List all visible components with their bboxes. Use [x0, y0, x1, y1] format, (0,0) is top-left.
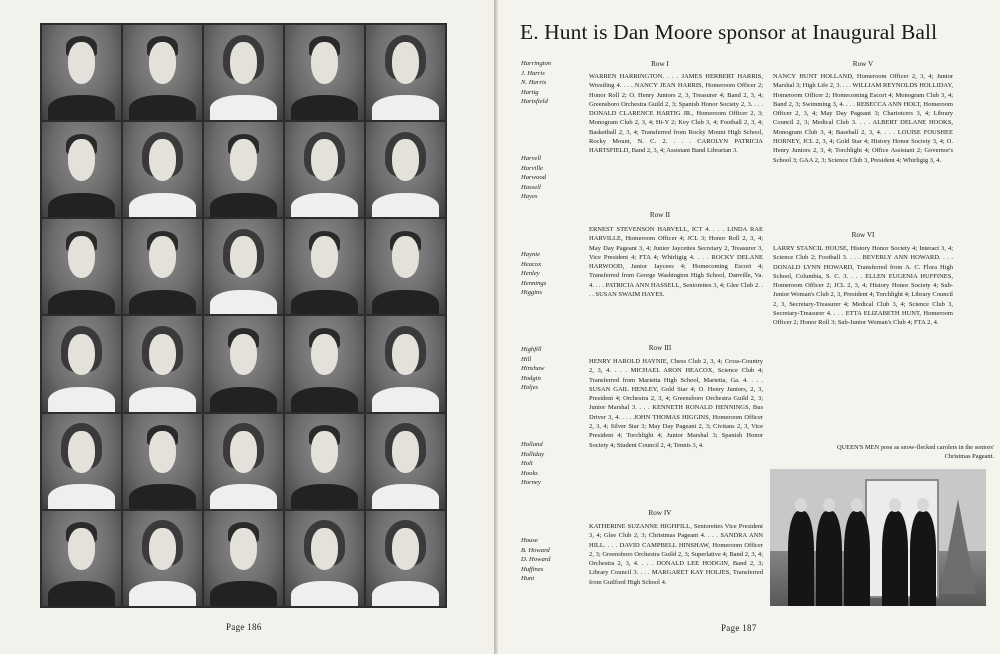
- portrait-huffines: [285, 511, 364, 606]
- row-label: Row I: [651, 60, 669, 68]
- row-label: Row V: [852, 60, 874, 68]
- row-3-biographies: HENRY HAROLD HAYNIE, Chess Club 2, 3, 4; Cross-Country 2, 3, 4. . . . MICHAEL ARON HEACOX, Science Club 4; Transferred from Marietta High School, Marietta, Ga. 4. . . . SUSAN GAIL HENLEY, Gold Star 4; O. Henry Juniors, 2, 3, President 4; Orchestra 2, 3, 4; Greensboro Orchestra Guild 2, 3; Junior Marshal 3. . . . KENNETH RONALD HENNINGS, Bus Driver 3, 4. . . . JOHN THOMAS HIGGINS, Homeroom Officer 2, 3, 4; Silver Star 3; May Day Pageant 2, 3; Civitans 2, 3, Vice President 4; Torchlight 4; Junior Marshal 3; Spanish Honor Society 4; Student Council 2, 4; Tennis 3, 4.: [589, 358, 763, 449]
- portrait-hunt: [366, 511, 445, 606]
- name-label: Hunt: [521, 575, 535, 583]
- portrait-harwood: [204, 122, 283, 217]
- portrait-hayes: [366, 122, 445, 217]
- name-label: Harville: [521, 164, 543, 172]
- portrait-heacox: [123, 219, 202, 314]
- name-label: House: [521, 537, 538, 544]
- left-yearbook-page: [0, 0, 494, 654]
- portrait-holt: [204, 414, 283, 509]
- name-label: Higgins: [521, 289, 542, 297]
- portrait-hodgin: [285, 316, 364, 411]
- row-1-names: [521, 59, 591, 107]
- portrait-hartig: [285, 25, 364, 120]
- carolers-photo: [770, 469, 986, 606]
- name-label: Hayes: [521, 193, 538, 201]
- name-label: Hartig: [521, 88, 539, 96]
- portrait-b-howard: [123, 511, 202, 606]
- row-3-names: [521, 250, 591, 298]
- name-label: B. Howard: [521, 546, 550, 554]
- portrait-harrington: [42, 25, 121, 120]
- portrait-horney: [366, 414, 445, 509]
- name-label: Holt: [521, 460, 533, 468]
- portrait-holliday: [123, 414, 202, 509]
- name-label: Harrington: [521, 60, 552, 67]
- portrait-holland: [42, 414, 121, 509]
- portrait-harville: [123, 122, 202, 217]
- portrait-hooks: [285, 414, 364, 509]
- name-label: Hodgin: [521, 374, 541, 382]
- name-label: Hinshaw: [521, 365, 545, 373]
- portrait-hennings: [285, 219, 364, 314]
- name-label: Hooks: [521, 469, 538, 477]
- row-2-names: [521, 154, 591, 202]
- page-number: Page 187: [721, 623, 757, 633]
- portrait-holjes: [366, 316, 445, 411]
- row-label: Row IV: [648, 509, 672, 517]
- name-label: Holjes: [521, 384, 539, 392]
- name-label: Holliday: [521, 450, 545, 458]
- name-label: Hennings: [521, 279, 547, 287]
- name-label: Holland: [521, 441, 543, 448]
- photo-caption: QUEEN'S MEN pose as snow-flecked carolers in the seniors' Christmas Pageant.: [836, 444, 994, 460]
- name-label: Highfill: [521, 346, 542, 353]
- senior-portrait-grid: [40, 23, 447, 608]
- row-4-biographies: KATHERINE SUZANNE HIGHFILL, Seniorettes Vice President 3, 4; Glee Club 2, 3; Christmas Pageant 4. . . . SANDRA ANN HILL. . . . DAVID CAMPBELL HINSHAW, Homeroom Officer 2, 3; Greensboro Orchestra Guild 2, 3; Superlative 4; Band 2, 3, 4; Orchestra 2, 3, 4. . . . DONALD LEE HODGIN, Band 2, 3; Library Council 3. . . . MARGARET KAY HOLJES, Transferred from Guilford High School 4.: [589, 523, 763, 586]
- row-5-biographies: NANCY HUNT HOLLAND, Homeroom Officer 2, 3, 4; Junior Marshal 3; High Life 2, 3. . . . WILLIAM REYNOLDS HOLLIDAY, Homeroom Officer 2; Homecoming Escort 4; Monogram Club 3, 4; Band 2, 3; Swimming 3, 4. . . . REBECCA ANN HOLT, Homeroom Officer 2, 3, 4; May Day Pageant 3; Chariotcers 3, 4; Library Council 2, 3; Medical Club 3. . . . ALBERT DELANE HOOKS, Monogram Club 3, 4; Baseball 2, 3, 4. . . . LOUISE FOUSHEE HORNEY, JCL 2, 3, 4; Gold Star 4; History Honor Society 3, 4; O. Henry Juniors 2, 3, 4; Torchlight 4; Office Assistant 2; Governor's School 3; GAA 2, 3; Science Club 3, President 4; Whirligig 3, 4.: [773, 73, 953, 164]
- row-label: Row VI: [851, 231, 875, 239]
- page-headline: E. Hunt is Dan Moore sponsor at Inaugural Ball: [520, 20, 938, 44]
- name-label: Hartsfield: [521, 98, 548, 106]
- portrait-d-howard: [204, 511, 283, 606]
- name-label: J. Harris: [521, 69, 545, 77]
- portrait-hill: [123, 316, 202, 411]
- portrait-house: [42, 511, 121, 606]
- page-number: Page 186: [226, 622, 262, 632]
- name-label: Henley: [521, 270, 540, 278]
- name-label: D. Howard: [521, 556, 551, 564]
- portrait-hartsfield: [366, 25, 445, 120]
- portrait-hassell: [285, 122, 364, 217]
- portrait-haynie: [42, 219, 121, 314]
- name-label: Hassell: [521, 183, 541, 191]
- portrait-n-harris: [204, 25, 283, 120]
- name-label: Hill: [521, 355, 532, 363]
- portrait-hinshaw: [204, 316, 283, 411]
- row-6-names: [521, 536, 591, 584]
- portrait-henley: [204, 219, 283, 314]
- row-label: Row III: [648, 344, 672, 352]
- portrait-higgins: [366, 219, 445, 314]
- row-1-biographies: WARREN HARRINGTON. . . . JAMES HERBERT HARRIS, Wrestling 4. . . . NANCY JEAN HARRIS, Homeroom Officer 2; Honor Roll 2; O. Henry Juniors 2, 3, Treasurer 4; Band 2, 3, 4; Greensboro Orchestra Guild 2, 3; Spanish Honor Society 2, 3. . . . DONALD CLARENCE HARTIG JR., Homeroom Officer 2, 3; Monogram Club 2, 3, 4; Hi-Y 2; Key Club 3, 4; Football 2, 3, 4; Basketball 2, 3, 4; Transferred from Rocky Mount High School, Rocky Mount, N. C. 2. . . . CAROLYN PATRICIA HARTSFIELD, Band 2, 3, 4; Assistant Band Librarian 3.: [589, 73, 763, 155]
- right-yearbook-page: [498, 0, 1000, 654]
- portrait-highfill: [42, 316, 121, 411]
- row-6-biographies: LARRY STANCIL HOUSE, History Honor Society 4; Interact 3, 4; Science Club 2; Football 3. . . . BEVERLY ANN HOWARD. . . . DONALD LYNN HOWARD, Transferred from A. C. Flora High School, Columbia, S. C. 3. . . . ELLEN EUGENIA HUFFINES, Homeroom Officer 2; JCL 2, 3, 4; History Honor Society 4; Sub-Junior Woman's Club 2, 3, President 4; Torchlight 4; Library Council 2, 3, Secretary-Treasurer 4; Medical Club 3, 4; Science Club 3, Secretary-Treasurer 4. . . . ETTA ELIZABETH HUNT, Homeroom Officer 2; Honor Roll 3; Sub-Junior Woman's Club 4; FTA 2, 4.: [773, 245, 953, 327]
- name-label: Heacox: [521, 260, 542, 268]
- row-2-biographies: ERNEST STEVENSON HARVELL, ICT 4. . . . LINDA RAE HARVILLE, Homeroom Officer 4; JCL 3; Honor Roll 2, 3, 4; May Day Pageant 3, 4; Junior Jaycettes Secretary 2, Treasurer 3, Vice President 4; FTA 4; Whirligig 4. . . . ROCKY DELANE HARWOOD, Junior Jaycees 4; Homecoming Escort 4; Transferred from George Washington High School, Danville, Va. 4. . . . PATRICIA ANN HASSELL, Seniorettes 3, 4; Glee Club 2. . . . SUSAN SWAIM HAYES.: [589, 226, 763, 299]
- name-label: Horney: [521, 479, 541, 487]
- name-label: Huffines: [521, 565, 544, 573]
- row-label: Row II: [649, 211, 671, 219]
- portrait-j-harris: [123, 25, 202, 120]
- name-label: Haynie: [521, 251, 541, 258]
- row-4-names: [521, 345, 591, 393]
- portrait-harvell: [42, 122, 121, 217]
- name-label: Harvell: [521, 155, 542, 162]
- name-label: N. Harris: [521, 79, 547, 87]
- name-label: Harwood: [521, 174, 546, 182]
- row-5-names: [521, 440, 591, 488]
